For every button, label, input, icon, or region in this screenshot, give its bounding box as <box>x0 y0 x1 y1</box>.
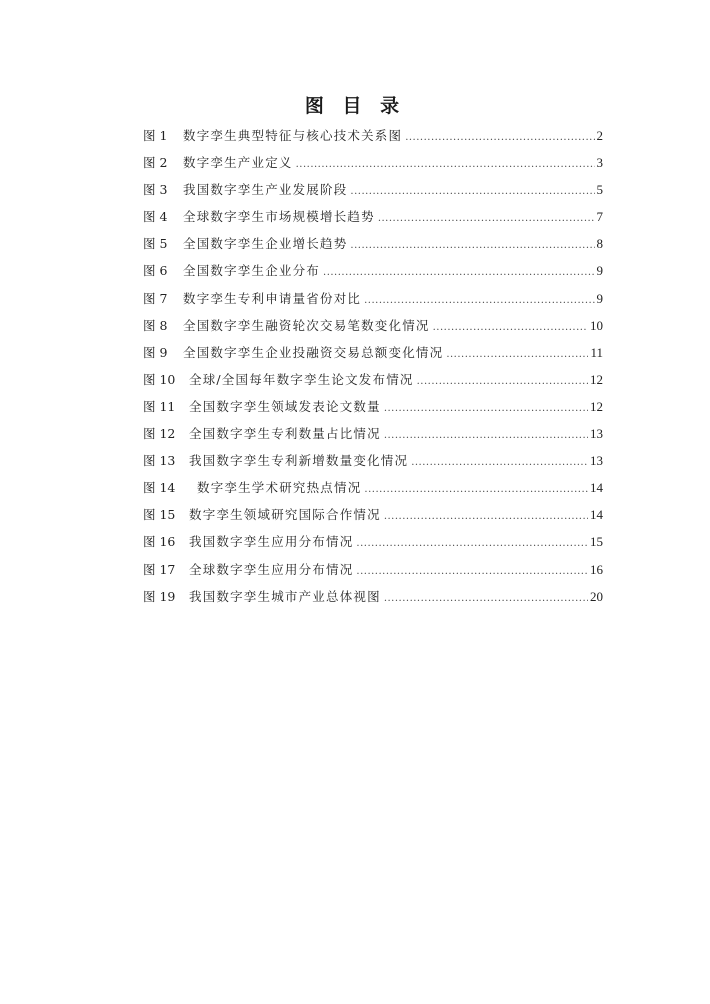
toc-entry[interactable] <box>143 533 603 560</box>
page-number: 14 <box>590 480 603 496</box>
page-number: 12 <box>590 371 603 387</box>
figure-caption: 全国数字孪生融资轮次交易笔数变化情况 <box>183 317 430 333</box>
figure-caption: 数字孪生产业定义 <box>183 155 293 171</box>
figure-caption: 全国数字孪生企业投融资交易总额变化情况 <box>183 344 444 360</box>
figure-label: 图 14 <box>143 480 176 496</box>
toc-entry[interactable] <box>143 479 603 506</box>
figure-label: 图 11 <box>143 398 176 414</box>
figure-caption: 全国数字孪生领域发表论文数量 <box>189 398 381 414</box>
toc-entry[interactable] <box>143 181 603 208</box>
figure-caption: 全国数字孪生企业分布 <box>183 263 321 279</box>
page-title: 图 目 录 <box>304 95 406 117</box>
figure-caption: 数字孪生典型特征与核心技术关系图 <box>183 128 403 143</box>
dot-leader <box>364 292 594 310</box>
dot-leader <box>350 237 594 255</box>
toc-entry[interactable] <box>143 371 603 398</box>
toc-entry[interactable] <box>143 588 603 615</box>
figure-label: 图 13 <box>143 453 176 469</box>
figure-caption: 我国数字孪生城市产业总体视图 <box>189 588 381 604</box>
toc-entry[interactable] <box>143 262 603 289</box>
dot-leader <box>323 264 594 282</box>
toc-entry[interactable] <box>143 344 603 371</box>
figure-label: 图 5 <box>143 236 168 252</box>
page-number: 12 <box>590 398 603 414</box>
page-number: 20 <box>590 588 603 604</box>
dot-leader <box>384 590 588 608</box>
page-number: 11 <box>590 344 603 360</box>
figure-label: 图 19 <box>143 588 176 604</box>
figure-label: 图 17 <box>143 561 176 577</box>
figure-label: 图 7 <box>143 290 168 306</box>
figure-caption: 数字孪生专利申请量省份对比 <box>183 290 362 306</box>
dot-leader <box>384 400 588 418</box>
page-number: 10 <box>590 317 603 333</box>
dot-leader <box>411 454 588 472</box>
figure-label: 图 8 <box>143 317 168 333</box>
toc-entry[interactable] <box>143 290 603 317</box>
dot-leader <box>296 156 595 174</box>
figure-caption: 数字孪生学术研究热点情况 <box>197 480 362 496</box>
page-number: 13 <box>590 453 603 469</box>
page-number: 7 <box>596 209 603 225</box>
page-number: 8 <box>596 236 603 252</box>
figure-caption: 数字孪生领域研究国际合作情况 <box>189 507 381 523</box>
page-number: 9 <box>596 263 603 279</box>
figure-label: 图 1 <box>143 128 168 143</box>
figure-caption: 全球数字孪生市场规模增长趋势 <box>183 209 375 225</box>
figure-label: 图 2 <box>143 155 168 171</box>
dot-leader <box>433 319 588 337</box>
figure-list <box>143 127 603 615</box>
figure-caption: 我国数字孪生产业发展阶段 <box>183 182 348 198</box>
page-number: 14 <box>590 507 603 523</box>
dot-leader <box>417 373 588 391</box>
page-number: 9 <box>596 290 603 306</box>
dot-leader <box>405 129 594 147</box>
figure-caption: 全球数字孪生应用分布情况 <box>189 561 354 577</box>
page-number: 16 <box>590 561 603 577</box>
figure-caption: 全国数字孪生企业增长趋势 <box>183 236 348 252</box>
figure-caption: 全球/全国每年数字孪生论文发布情况 <box>189 371 414 387</box>
toc-entry[interactable] <box>143 235 603 262</box>
dot-leader <box>384 508 588 526</box>
dot-leader <box>364 481 588 499</box>
figure-label: 图 16 <box>143 534 176 550</box>
dot-leader <box>356 563 588 581</box>
toc-entry[interactable] <box>143 425 603 452</box>
page-number: 15 <box>590 534 603 550</box>
figure-label: 图 6 <box>143 263 168 279</box>
toc-entry[interactable] <box>143 561 603 588</box>
toc-entry[interactable] <box>143 317 603 344</box>
figure-label: 图 12 <box>143 426 176 442</box>
toc-entry[interactable] <box>143 127 603 154</box>
toc-entry[interactable] <box>143 208 603 235</box>
toc-entry[interactable] <box>143 506 603 533</box>
dot-leader <box>384 427 588 445</box>
figure-label: 图 15 <box>143 507 176 523</box>
page-number: 3 <box>596 155 603 171</box>
dot-leader <box>446 346 588 364</box>
dot-leader <box>350 183 594 201</box>
page-number: 2 <box>596 128 603 143</box>
figure-label: 图 10 <box>143 371 176 387</box>
page-number: 5 <box>596 182 603 198</box>
toc-entry[interactable] <box>143 154 603 181</box>
dot-leader <box>378 210 595 228</box>
dot-leader <box>356 535 588 553</box>
figure-label: 图 3 <box>143 182 168 198</box>
figure-caption: 全国数字孪生专利数量占比情况 <box>189 426 381 442</box>
toc-entry[interactable] <box>143 398 603 425</box>
figure-caption: 我国数字孪生专利新增数量变化情况 <box>189 453 409 469</box>
figure-caption: 我国数字孪生应用分布情况 <box>189 534 354 550</box>
figure-label: 图 4 <box>143 209 168 225</box>
page-number: 13 <box>590 426 603 442</box>
figure-label: 图 9 <box>143 344 168 360</box>
toc-entry[interactable] <box>143 452 603 479</box>
